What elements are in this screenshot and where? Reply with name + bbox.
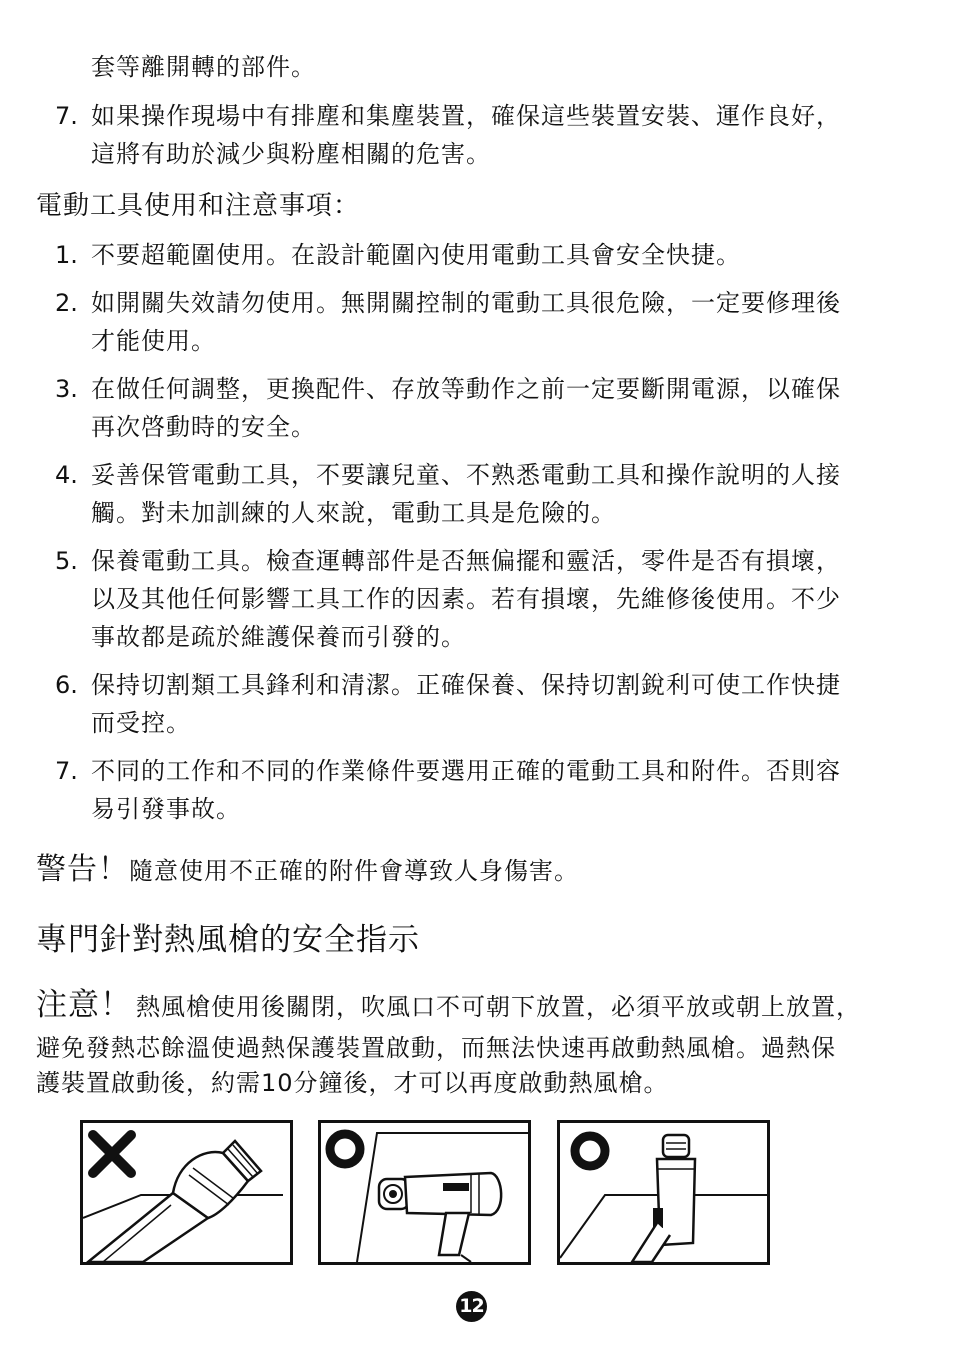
list-item-text-line: 如開關失效請勿使用。無開關控制的電動工具很危險，一定要修理後 (91, 289, 841, 317)
list-item-text-line: 不同的工作和不同的作業條件要選用正確的電動工具和附件。否則容 (91, 757, 841, 785)
list-item-text-line: 而受控。 (91, 709, 191, 737)
list-item-number: 7. (55, 757, 78, 785)
list-item-text-line: 才能使用。 (91, 327, 216, 355)
caution-text-line: 護裝置啟動後，約需10分鐘後，才可以再度啟動熱風槍。 (36, 1069, 669, 1097)
list-item-text-line: 在做任何調整，更換配件、存放等動作之前一定要斷開電源，以確保 (91, 375, 841, 403)
list-item-number: 3. (55, 375, 78, 403)
figure-upright-correct (557, 1120, 770, 1265)
figure-nozzle-down-wrong (80, 1120, 293, 1265)
list-item-number: 7. (55, 102, 78, 130)
list-item-text-line: 如果操作現場中有排塵和集塵裝置，確保這些裝置安裝、運作良好， (91, 102, 841, 130)
caution-text-line: 熱風槍使用後關閉，吹風口不可朝下放置，必須平放或朝上放置， (136, 993, 861, 1021)
list-item-text-line: 妥善保管電動工具，不要讓兒童、不熟悉電動工具和操作說明的人接 (91, 461, 841, 489)
list-item-text-line: 觸。對未加訓練的人來說，電動工具是危險的。 (91, 499, 616, 527)
heat-gun-flat-illustration (321, 1123, 528, 1262)
caution-label: 注意！ (36, 987, 132, 1023)
list-item-text-line: 再次啓動時的安全。 (91, 413, 316, 441)
list-item-text-line: 不要超範圍使用。在設計範圍內使用電動工具會安全快捷。 (91, 241, 741, 269)
caution-text-line: 避免發熱芯餘溫使過熱保護裝置啟動，而無法快速再啟動熱風槍。過熱保 (36, 1034, 836, 1062)
list-item-text-line: 以及其他任何影響工具工作的因素。若有損壞，先維修後使用。不少 (91, 585, 841, 613)
cross-icon (93, 1135, 131, 1173)
heat-gun-upright-illustration (560, 1123, 767, 1262)
list-item-text-line: 保持切割類工具鋒利和清潔。正確保養、保持切割銳利可使工作快捷 (91, 671, 841, 699)
continued-text-line: 套等離開轉的部件。 (91, 53, 316, 81)
warning-text: 隨意使用不正確的附件會導致人身傷害。 (129, 857, 579, 885)
list-item-text-line: 這將有助於減少與粉塵相關的危害。 (91, 140, 491, 168)
circle-mark-icon (330, 1134, 360, 1164)
list-item-text-line: 易引發事故。 (91, 795, 241, 823)
circle-mark-icon (575, 1136, 605, 1166)
warning-line (36, 852, 579, 889)
list-item-number: 4. (55, 461, 78, 489)
list-item-number: 2. (55, 289, 78, 317)
section-heading-heat-gun-safety: 專門針對熱風槍的安全指示 (36, 922, 420, 958)
list-item-number: 6. (55, 671, 78, 699)
figure-lying-flat-correct (318, 1120, 531, 1265)
heat-gun-nozzle-down-illustration (83, 1123, 290, 1262)
caution-first-line (36, 986, 861, 1026)
section-heading-power-tool-use: 電動工具使用和注意事項： (36, 191, 361, 221)
list-item-text-line: 保養電動工具。檢查運轉部件是否無偏擺和靈活，零件是否有損壞， (91, 547, 841, 575)
list-item-number: 1. (55, 241, 78, 269)
list-item-text-line: 事故都是疏於維護保養而引發的。 (91, 623, 466, 651)
warning-label: 警告！ (36, 852, 129, 887)
page-number-badge: 12 (456, 1291, 487, 1322)
list-item-number: 5. (55, 547, 78, 575)
